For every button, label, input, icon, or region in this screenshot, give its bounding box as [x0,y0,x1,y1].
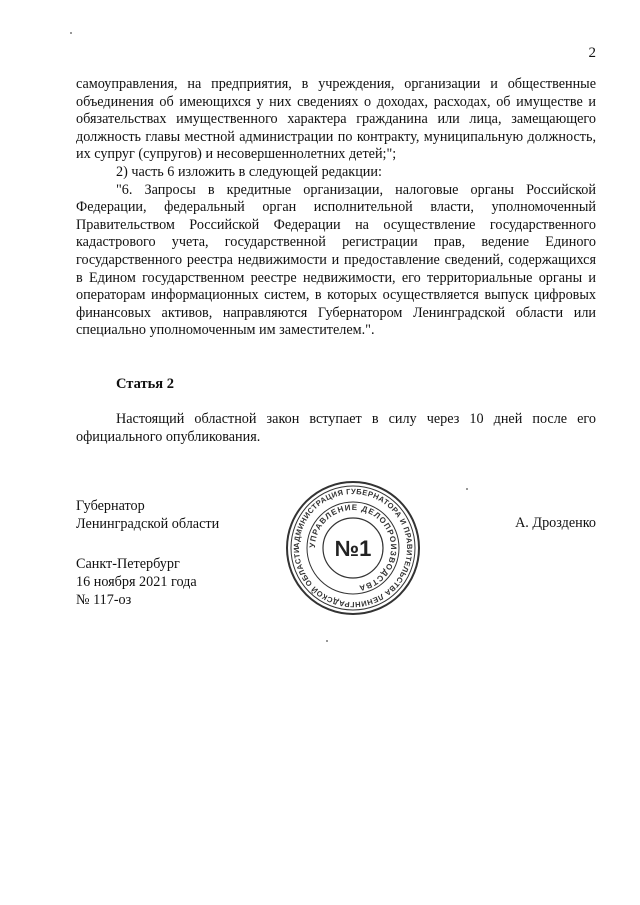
paragraph: 2) часть 6 изложить в следующей редакции: [116,163,382,180]
page-number: 2 [588,45,596,61]
paragraph: самоуправления, на предприятия, в учреждения, организации и общественные объединения об имеющихся у них сведениях о доходах, расходах, об имуществе и обязательствах имущественного характера гражданина или лица, замещающего должность главы местной администрации по контракту, муниципальную должность, их супруг (супругов) и несовершеннолетних детей;"; [76,76,596,163]
law-number: № 117-оз [76,592,132,608]
paragraph: "6. Запросы в кредитные организации, налоговые органы Российской Федерации, федеральный орган исполнительной власти, уполномоченный Правительством Российской Федерации на осуществление государственного кадастрового учета, государственной регистрации прав, ведение Единого государственного реестра недвижимости и предоставление сведений, содержащихся в Едином государственном реестре недвижимости, его территориальные органы и операторам информационных систем, в которых осуществляется выпуск цифровых финансовых активов, направляются Губернатором Ленинградской области или специально уполномоченным им заместителем.". [76,181,596,339]
signatory-title [76,497,219,533]
seal-inner-text: УПРАВЛЕНИЕ ДЕЛОПРОИЗВОДСТВА [307,502,399,593]
seal-outer-text: АДМИНИСТРАЦИЯ ГУБЕРНАТОРА И ПРАВИТЕЛЬСТВА ЛЕНИНГРАДСКОЙ ОБЛАСТИ [291,486,415,610]
place-and-date [76,555,197,609]
official-seal-stamp [284,479,422,617]
article-1-continuation [76,76,596,340]
date: 16 ноября 2021 года [76,574,197,590]
paragraph: Настоящий областной закон вступает в силу через 10 дней после его официального опубликования. [76,411,596,445]
article-2-heading: Статья 2 [116,376,174,392]
signatory-name: А. Дрозденко [515,515,596,531]
article-2-body [76,411,596,446]
signatory-title-line: Ленинградской области [76,516,220,532]
scan-speck [326,640,328,642]
city: Санкт-Петербург [76,556,180,572]
scan-speck [466,488,468,490]
scan-speck [70,32,72,34]
seal-number: №1 [334,536,372,561]
signatory-title-line: Губернатор [76,498,145,514]
